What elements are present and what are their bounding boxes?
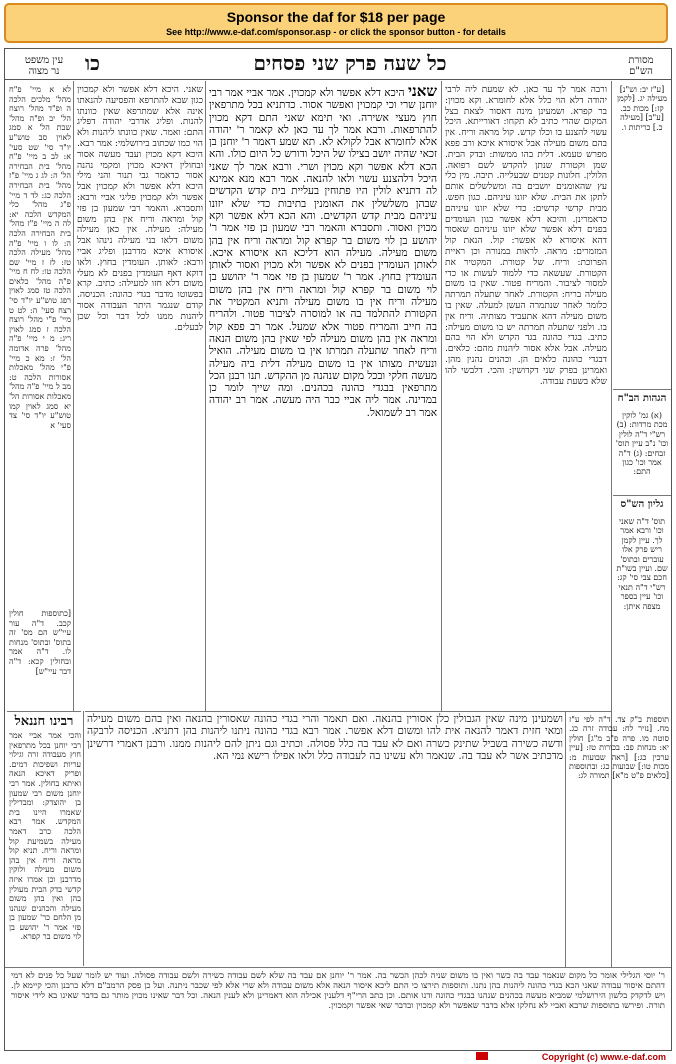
rashi-column: ורבה אמר לך עד כאן. לא שמעת ליה לרבי יהודה דלא הוי כלל אלא לחומרא. וקא מכוין: בר קפרא. ושמעינן מינה דאסור לצאת בצל המקום שהרי כתיב לא תקחו: דאורייתא. היכל עשוי להצנע בו וכלו קדש. קול מראה וריח. אין בהם משום מעילה אבל איסורא איכא ורב פפא מפרש טעמא. דלית בהו ממשות: ובדק הבית. שמן וקטורת שנתן להקדש לשם רפואה. הלולין. חלונות קטנים שבעלייה. תיבה. מין כלי עץ שהאומנים יושבים בה ומשלשלים אותם לתקן את הבית. שלא יזונו עיניהם. כגון חפש. מבית קדשי קדשים: כדי שלא יזונו עיניהם כדאמרינן. והיכא דלא אפשר כגון העומדים בפנים דלא אפשר שלא יזונו עיניהם שאסור דהא איסורא לא אפשר: קול. הנאת קול המזמרים: מראה. לראות במנורה וכן ראיית הפרוכת: וריח. של קטורת. המקטיר את הקטורת. שעשאה כדי ללמוד לעשות או כדי למסור לציבור. והמריח פטור. שאין בו משום מעילה בריח: הקטורת. לאחר שתעלה תמרתה כלומר לאחר שנתמרה העשן למעלה. שאין בו משום מעילה דהא אתעביד מצותיה. וריח אין בו. ולפני שתעלה תמרתה יש בו משום מעילה: כתיב. בגדי כהונה בגד הקדש ולא הוי בהם מעילה. אבל אלא אסור ליהנות מהם: כלאים. דבגדי כהונה כלאים הן. וכהנים נהנין מהן. ואמרינן בפרק שני דקדושין: והכי. דלבשי להו שלא בשעת עבודה.: [445, 85, 607, 387]
rabbeinu-chananel-title: רבינו חננאל: [14, 714, 74, 729]
gilyon-hashas-title: גליון הש"ס: [620, 499, 664, 510]
left-margin-rule: [73, 81, 74, 711]
tosafot-rule: [205, 81, 206, 711]
gemara-text: היכא דלא אפשר ולא קמכוין. אמר אביי אמר רבי יוחנן שרי וכי קמכוין ואפשר אסור. כדתניא בכל מתרפאין חוץ מעצי אשירה. ואי תימא שאני התם דקא מכוין להתרפאות. ורבא אמר לך עד כאן לא קאמר ר' יהודה אלא לחומרא אבל לקולא לא. תא שמע דאמר ר' יוחנן בן זכאי שהיה יושב בצילו של היכל ודורש כל היום כולו. והא הכא דלא אפשר וקא מכוין ושרי. ורבא אמר לך שאני היכל דלהצנע עשוי ולאו להנאה. אמר רבא מנא אמינא לה דתניא לולין היו פתוחין בעליית בית קדש הקדשים שבהן משלשלין את האומנין בתיבות כדי שלא יזונו עיניהם מבית קדש הקדשים. והא הכא דלא אפשר וקא מכוין ואסור. ותסברא והאמר רבי שמעון בן פזי אמר ר' יהושע בן לוי משום בר קפרא קול ומראה וריח אין בהן משום מעילה. מעילה הוא דליכא הא איסורא איכא. לאותן העומדין בפנים לא אפשר ולא מכוין ואסור לאותן העומדין בחוץ. אמר ר' שמעון בן פזי אמר ר' יהושע בן לוי משום בר קפרא קול ומראה וריח אין בהן משום מעילה וריח אין בו משום מעילה ותניא המקטיר את הקטורת להתלמד בה או למוסרה לציבור פטור. ולהריח בה חייב והמריח פטור אלא שמעל. אמר רב פפא קול ומראה אין בהן משום מעילה לפי שאין בהן משום הנאה וריח לאחר שתעלה תמרתו אין בו משום מעילה. הואיל ונעשית מצותו אין בו משום מעילה דלית ביה מעילה מעשה חלקי ובכל מקום שנהנה מן ההקדש. תנו רבנן הכל מתרפאין בבגדי כהונה בכהנים. ומה שייך לומר כן במדינה. אמר ליה אביי כבר היה מעשה. אמר רב יהודה אמר רב לשמואל.: [209, 87, 437, 419]
sponsor-banner[interactable]: [4, 3, 668, 43]
flag-icon: [476, 1052, 488, 1060]
middle-rule: [85, 711, 611, 712]
copyright-link[interactable]: Copyright (c) www.e-daf.com: [541, 1052, 666, 1062]
gilyon-rule: [613, 495, 671, 496]
bottom-commentary-rule: [5, 967, 671, 968]
rabbeinu-rule: [7, 711, 81, 712]
hagahot-habach-title: הגהות הב"ח: [617, 393, 667, 404]
rabbeinu-side-rule: [83, 711, 84, 966]
header-rule: [5, 79, 671, 80]
hagahot-habach-text: (א) גמ' לוקין מכת מרדות: (ב) רש"י ד"ה לולין וכו' נ"ב עיין תוס' זבחים: (ג) ד"ה אמר וכו' כגון התם:: [615, 411, 669, 477]
bottom-right-rule: [565, 711, 566, 967]
gemara-bottom-text: ושמעינן מינה שאין הגבולין כלן אסורין בהנאה. ואם תאמר והרי בגדי כהונה שאסורין בהנאה ואין בהם משום מעילה ומאי חזית דאמר להנאה אית להו ומשום דלא אפשר. אמר רבא בגדי כהונה ניתנו ליהנות בהן דתניא. הכניסה לרבקה ודשה כשירה בשביל שתינק כשרה ואם לא עבד בה כלל פסולה. וכתיב וגם ניתן להם ליהנות ממנו. ורבנן דאמרי דרשינן מדכתיב אשר לא עבד בה. שנאמר ולא עשינו בה לעבודה כלל ולאו אפילו רישא נמי הא.: [87, 713, 563, 762]
gemara-column: [209, 85, 437, 705]
bottom-commentary: ר' יוסי הגלילי אומר כל מקום שנאמר עבד בה כשר ואין בו משום שניה לכהן הכשר בה. אמר ר' יוחנן אם עבד בה שלא לשם עבודה כשירה ולשם עבודה פסולה. ועוד יש לומר שעל כל פנים לא דמי דהתם איסור עבודה שאני הכא בגדי כהונה ליהנות בהן נתנו. ותוספות תירצו כי התם ליכא איסור הנאה אלא משום עבודה ולא שרי אלא לפי שכבר ניתנה. ועל כן פסק הרמב"ם דלא כרבנן והכי קיימא לן. ויש לדקדק בלשון הירושלמי שמביא מעשה בכהנים שנהנו בבגדי כהונה ודנו אותם. וכן כתב הרי"ף דלענין אכילה הוא דאמרינן ולא לענין הנאה. וכל דבר שאינו מכוין מותר גם בדבר שאינו בא לידי איסור תורה. ופירשו בתוספות שרבא ואביי לא נחלקו אלא בדבר שאפשר ולא קמכוין ובדבר שאי אפשר וקמכוין.: [11, 971, 665, 1011]
tosafot-note: [כתוספות חולין קכב. ד"ה עור עיי"ש הם מס' זה בתוס' ובתוס' מנחות לו. ד"ה אמר ובחולין קכא: ד"ה דבר עיי"ש]: [9, 609, 71, 676]
daf-number: כו: [85, 51, 100, 75]
masoret-hashas-refs-bottom: תוספות ב"ק צד. ד"ה לפי ע"ז מח. [נזיר לח: עבודה זרה כג. סוטה מו. פרה פ"ב מ"ג] חולין יא: מנחות פב: בכורות טז: [עיין ערכין כג:] [ראה שבועות מ: מכות טו:] שבועות כג: ובתוספות [כלאים פ"ט מ"א] תמורה לג:: [569, 715, 669, 781]
rabbeinu-chananel-text: והכי אמר אביי אמר רבי יוחנן בכל מתרפאין חוץ מעבודה זרה וגילוי עריות ושפיכות דמים. ופריק דאיכא הנאה ואיתא בחולין. אמר רבי יוחנן משום רבי שמעון בן יהוצדק: ומבדילין שאמרו היינו בית המקדש. אמר רבא הלכה כרב דאמר מעילה בשמיעת קול ומראה וריח. תניא קול מראה וריח אין בהן משום מעילה ולוקין מדרבנן וכן אמרו איזה קדשי בדק הבית מעולין בהן ואין בהן משום מעילה והכהנים שנהנו מן הלחם כר' שמעון בן פזי אמר ר' יהושע בן לוי משום בר קפרא.: [9, 731, 81, 942]
masoret-hashas-label: מסורת הש"ם: [628, 55, 654, 77]
hagahot-rule: [613, 389, 671, 390]
tosafot-column: [77, 85, 203, 711]
sponsor-title[interactable]: Sponsor the daf for $18 per page: [226, 9, 446, 25]
gilyon-hashas-text: תוס' ד"ה שאני וכו' ורבא אמר לך. עיין לקמן ריש פרק אלו עוברים ובתוס' שם. ועיין בשו"ת חכם צבי סי' קג: רש"י ד"ה תנאי וכו' עיין בספר מצפה איתן:: [616, 517, 668, 611]
page-title: כל שעה פרק שני פסחים: [253, 51, 447, 75]
ein-mishpat-label: עין משפט נר מצוה: [24, 55, 64, 77]
tosafot-text: שאני. היכא דלא אפשר ולא קמכוין כגון שבא להתרפא והפסיעה להנאתו אינה אלא שמתרפא שאין כוונתו להנות. ופליג אדרבי יהודה דפליג התם: ואמר. שאין כוונתו ליהנות ולא הוי כמו שכתוב בירושלמי: אמר רבא. היכא דקא מכוין ועבד מעשה אסור ובחולין דאיכא מכוין ומקמי נהנה אסור כדאמר גבי תנור והני מילי היכא דלא אפשר ולא קמכוין אבל אפשר ולא קמכוין פליגי אביי ורבא: ותסברא. והאמר רבי שמעון בן פזי קול ומראה וריח אין בהן משום מעילה: מעילה. אין כאן מעילה משום דלאו בני מעילה נינהו אבל איסורא איכא מדרבנן ופליג אביי ורבא: לאותן. העומדין בחוץ. ולאו דוקא דאף העומדין בפנים לא מעלי משום דלא חזו למעילה: כתיב. קרא בפשוטו מדבר בגדי כהונה: הכניסה. קודם שנגמר היתר העבודה אסור ליהנות ממנו לכל דבר וכל שכן לבעלים.: [77, 85, 203, 333]
gemara-opening-word: שאני: [407, 85, 437, 100]
ein-mishpat-column: לא א מיי' פ"ח מהל' מלכים הלכה ה ופ"ד מהל' רוצח הל' יב ופ"ה מהל' שבת הל' א סמג לאוין סב טוש"ע יו"ד סי' שט סעי' א: לב ב מיי' פ"ח מהל' בית הבחירה הל' ה: לג ג מיי' פ"ז מהל' בית הבחירה הלכה כג: לד ד מיי' פ"ג מהל' כלי המקדש הלכה יא: לה ה מיי' פ"ז מהל' בית הבחירה הלכה ה: לו ו מיי' פ"ה מהל' מעילה הלכה טז: לז ז מיי' שם הלכה טו: לח ח מיי' פ"ה מהל' כלאים הלכה טז סמג לאוין רפג טוש"ע יו"ד סי' רצח סעי' ה: לט ט מיי' פ"י מהל' רוצח הלכה ז סמג לאוין ריג: מ י מיי' פ"ה מהל' פרה אדומה הל' ז: מא כ מיי' פ"י מהל' מאכלות אסורות הלכה ט: מב ל מיי' פ"ה מהל' מאכלות אסורות הל' יא סמג לאוין קמו טוש"ע יו"ד סי' צד סעי' א: [9, 85, 71, 430]
masoret-hashas-refs: [ע"ז יב: וש"נ] מעילה יג. [לקמן קז:] מכות כב. [ע"ב] [מעילה כ.] כריתות ו.: [616, 85, 667, 132]
rashi-rule: [441, 81, 442, 711]
sponsor-subtitle[interactable]: See http://www.e-daf.com/sponsor.asp - or click the sponsor button - for details: [166, 27, 506, 37]
talmud-page: [4, 48, 672, 1051]
